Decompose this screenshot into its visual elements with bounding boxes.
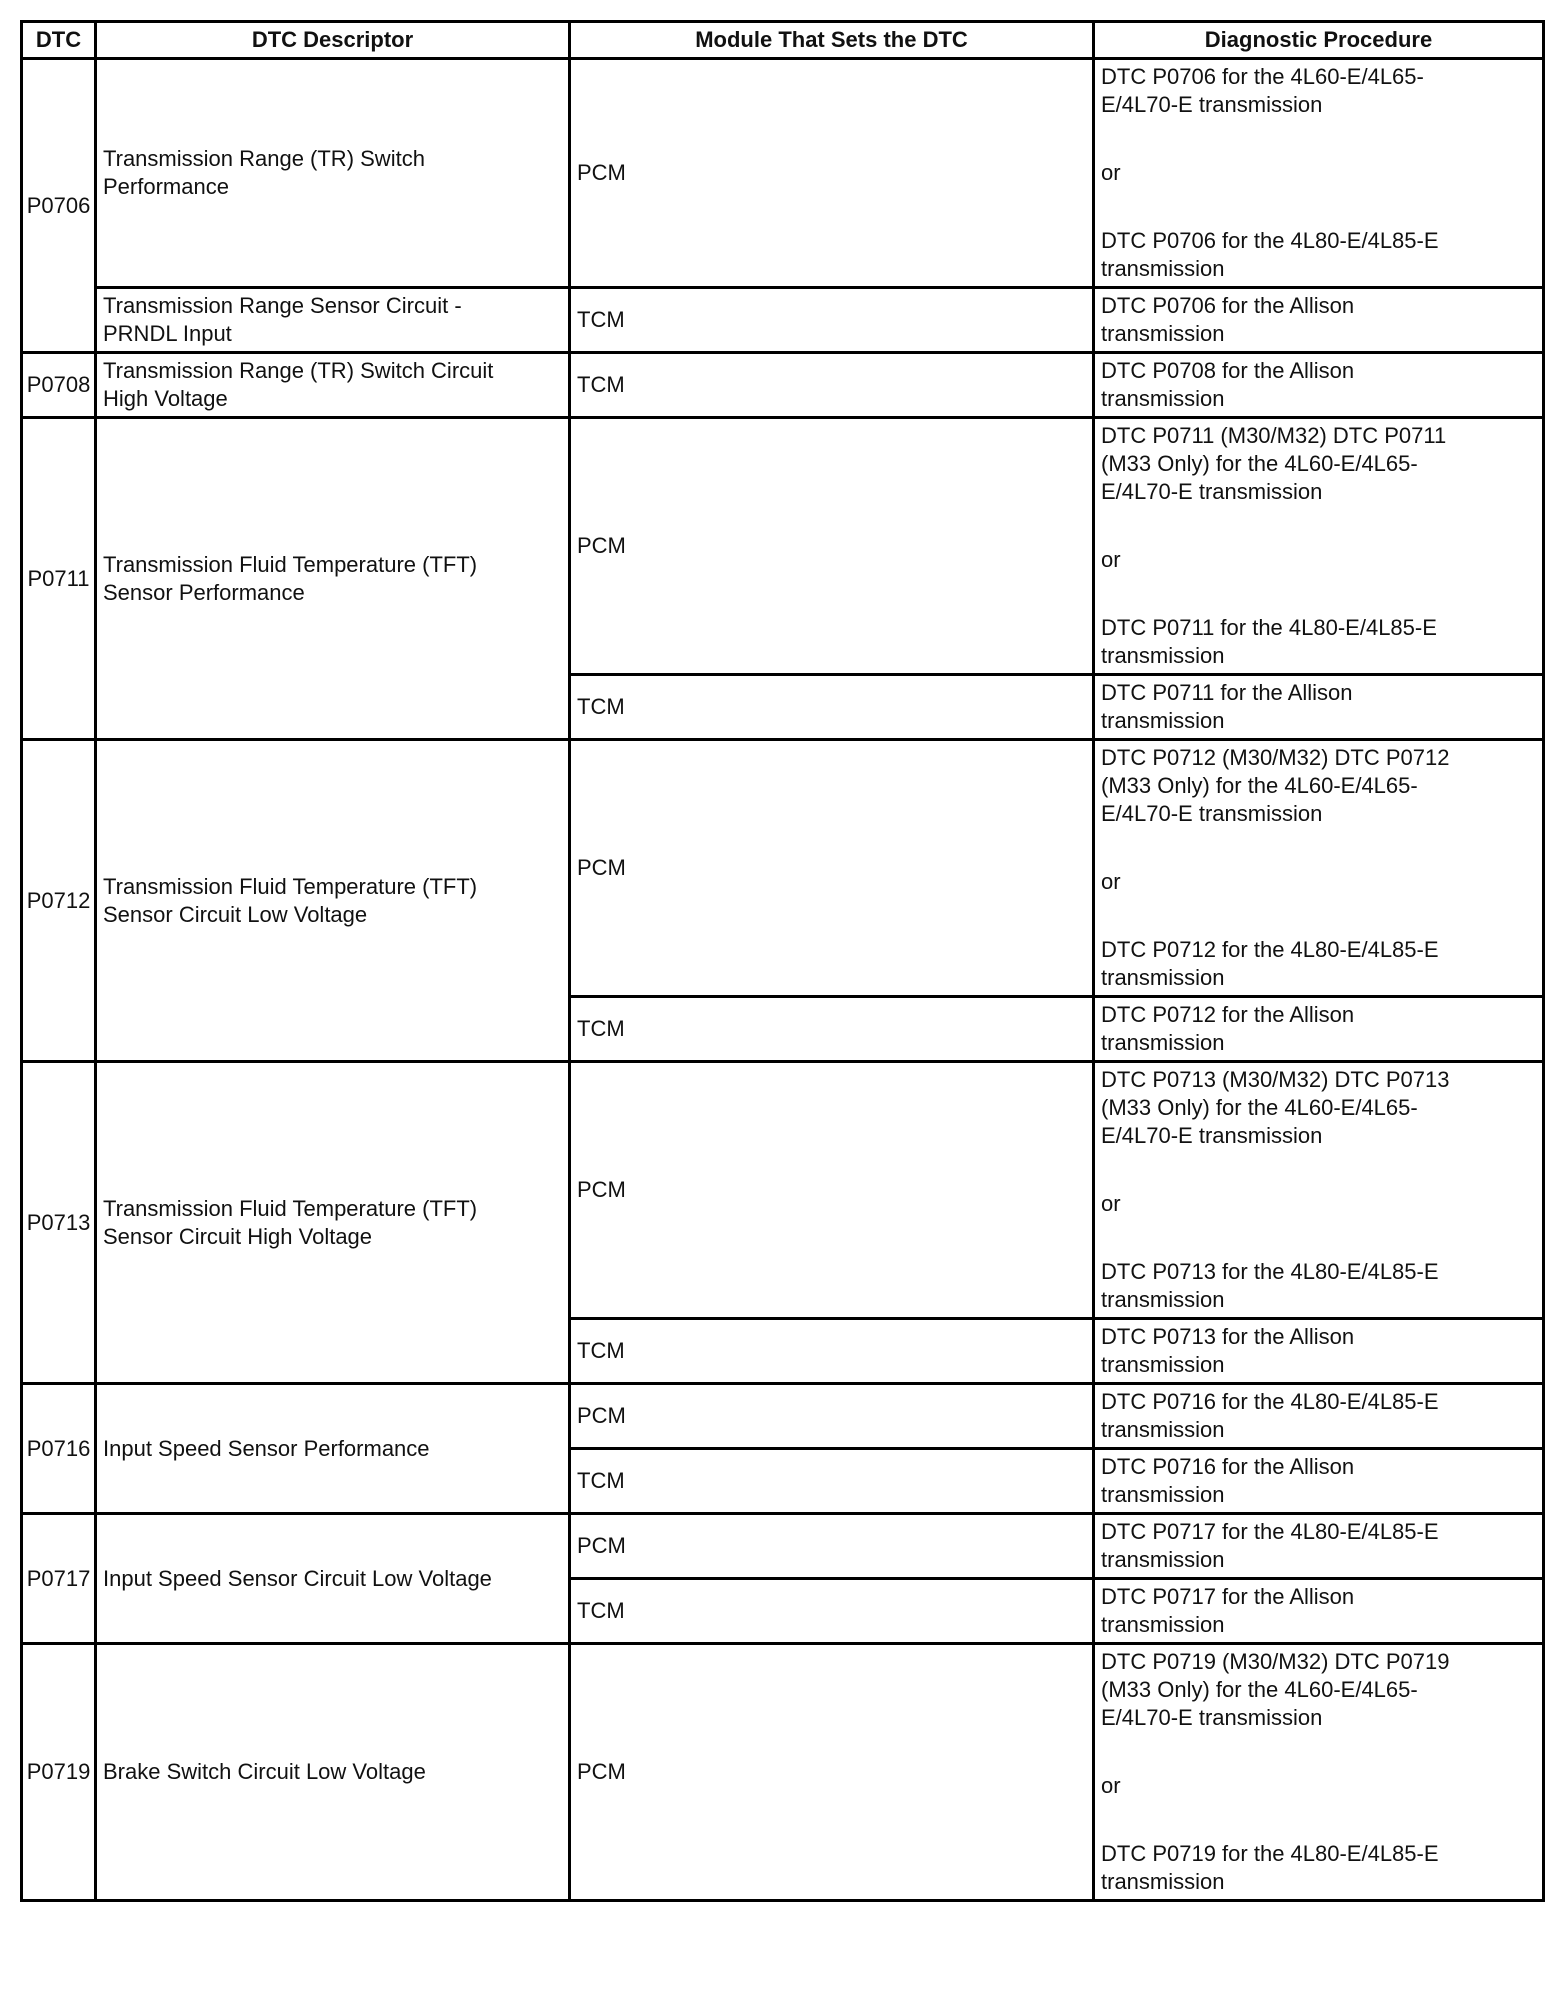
module-cell: PCM bbox=[570, 59, 1094, 288]
procedure-line: DTC P0719 (M30/M32) DTC P0719 bbox=[1101, 1649, 1450, 1674]
procedure-line: DTC P0713 for the Allison bbox=[1101, 1324, 1355, 1349]
procedure-line: or bbox=[1101, 869, 1121, 894]
text-line: Transmission Fluid Temperature (TFT) bbox=[103, 551, 478, 577]
procedure-line: transmission bbox=[1101, 1287, 1225, 1312]
header-descriptor: DTC Descriptor bbox=[96, 22, 570, 59]
procedure-line: DTC P0711 for the Allison bbox=[1101, 680, 1353, 705]
procedure-line: DTC P0712 for the Allison bbox=[1101, 1002, 1355, 1027]
dtc-table-body bbox=[22, 59, 1544, 1901]
table-row bbox=[22, 59, 1544, 288]
dtc-descriptor bbox=[96, 418, 570, 740]
procedure-line: DTC P0717 for the 4L80-E/4L85-E bbox=[1101, 1519, 1439, 1544]
header-module: Module That Sets the DTC bbox=[570, 22, 1094, 59]
text-line: Input Speed Sensor Circuit Low Voltage bbox=[103, 1565, 492, 1591]
procedure-line: or bbox=[1101, 1191, 1121, 1216]
procedure-line: transmission bbox=[1101, 1030, 1225, 1055]
paragraph-gap bbox=[1101, 828, 1536, 868]
module-cell: TCM bbox=[570, 675, 1094, 740]
dtc-table bbox=[20, 20, 1545, 1902]
procedure-line: E/4L70-E transmission bbox=[1101, 801, 1323, 826]
table-row bbox=[22, 288, 1544, 353]
dtc-descriptor bbox=[96, 353, 570, 418]
header-procedure: Diagnostic Procedure bbox=[1094, 22, 1544, 59]
module-cell: TCM bbox=[570, 353, 1094, 418]
text-line: PRNDL Input bbox=[103, 321, 232, 346]
module-cell: TCM bbox=[570, 1579, 1094, 1644]
module-cell: PCM bbox=[570, 418, 1094, 675]
dtc-code: P0706 bbox=[22, 59, 96, 353]
diagnostic-procedure bbox=[1094, 740, 1544, 997]
paragraph-gap bbox=[1101, 187, 1536, 227]
procedure-line: DTC P0713 for the 4L80-E/4L85-E bbox=[1101, 1259, 1439, 1284]
text-line: Sensor Circuit High Voltage bbox=[103, 1223, 373, 1249]
table-row bbox=[22, 1644, 1544, 1901]
module-cell: PCM bbox=[570, 1514, 1094, 1579]
dtc-code: P0711 bbox=[22, 418, 96, 740]
dtc-descriptor bbox=[96, 1384, 570, 1514]
text-line: Transmission Range (TR) Switch bbox=[103, 146, 425, 171]
table-row bbox=[22, 1062, 1544, 1319]
procedure-line: (M33 Only) for the 4L60-E/4L65- bbox=[1101, 773, 1418, 798]
procedure-line: DTC P0706 for the 4L80-E/4L85-E bbox=[1101, 228, 1439, 253]
procedure-line: transmission bbox=[1101, 1417, 1225, 1442]
text-line: Transmission Fluid Temperature (TFT) bbox=[103, 1195, 478, 1221]
procedure-line: DTC P0706 for the Allison bbox=[1101, 293, 1355, 318]
procedure-line: transmission bbox=[1101, 1352, 1225, 1377]
diagnostic-procedure bbox=[1094, 1449, 1544, 1514]
text-line: Transmission Range (TR) Switch Circuit bbox=[103, 358, 494, 383]
procedure-line: transmission bbox=[1101, 256, 1225, 281]
module-cell: TCM bbox=[570, 997, 1094, 1062]
paragraph-gap bbox=[1101, 1800, 1536, 1840]
procedure-line: E/4L70-E transmission bbox=[1101, 1705, 1323, 1730]
procedure-line: (M33 Only) for the 4L60-E/4L65- bbox=[1101, 451, 1418, 476]
procedure-line: (M33 Only) for the 4L60-E/4L65- bbox=[1101, 1677, 1418, 1702]
procedure-line: DTC P0712 for the 4L80-E/4L85-E bbox=[1101, 937, 1439, 962]
module-cell: PCM bbox=[570, 1062, 1094, 1319]
diagnostic-procedure bbox=[1094, 1062, 1544, 1319]
procedure-line: DTC P0711 for the 4L80-E/4L85-E bbox=[1101, 615, 1437, 640]
header-row bbox=[22, 22, 1544, 59]
procedure-line: E/4L70-E transmission bbox=[1101, 92, 1323, 117]
procedure-line: DTC P0712 (M30/M32) DTC P0712 bbox=[1101, 745, 1450, 770]
dtc-descriptor bbox=[96, 59, 570, 288]
text-line: Brake Switch Circuit Low Voltage bbox=[103, 1759, 426, 1784]
table-row bbox=[22, 740, 1544, 997]
diagnostic-procedure bbox=[1094, 675, 1544, 740]
diagnostic-procedure bbox=[1094, 418, 1544, 675]
paragraph-gap bbox=[1101, 1218, 1536, 1258]
module-cell: PCM bbox=[570, 740, 1094, 997]
diagnostic-procedure bbox=[1094, 1644, 1544, 1901]
procedure-line: transmission bbox=[1101, 1612, 1225, 1637]
procedure-line: transmission bbox=[1101, 1869, 1225, 1894]
diagnostic-procedure bbox=[1094, 997, 1544, 1062]
dtc-code: P0708 bbox=[22, 353, 96, 418]
dtc-code: P0716 bbox=[22, 1384, 96, 1514]
diagnostic-procedure bbox=[1094, 1384, 1544, 1449]
procedure-line: DTC P0719 for the 4L80-E/4L85-E bbox=[1101, 1841, 1439, 1866]
dtc-code: P0717 bbox=[22, 1514, 96, 1644]
text-line: Sensor Circuit Low Voltage bbox=[103, 901, 368, 927]
table-row bbox=[22, 353, 1544, 418]
table-row bbox=[22, 1514, 1544, 1579]
procedure-line: or bbox=[1101, 547, 1121, 572]
dtc-code: P0712 bbox=[22, 740, 96, 1062]
text-line: Transmission Range Sensor Circuit - bbox=[103, 293, 462, 318]
dtc-descriptor bbox=[96, 740, 570, 1062]
procedure-line: DTC P0717 for the Allison bbox=[1101, 1584, 1355, 1609]
procedure-line: transmission bbox=[1101, 643, 1225, 668]
procedure-line: transmission bbox=[1101, 321, 1225, 346]
dtc-descriptor bbox=[96, 1062, 570, 1384]
procedure-line: DTC P0716 for the 4L80-E/4L85-E bbox=[1101, 1389, 1439, 1414]
procedure-line: E/4L70-E transmission bbox=[1101, 1123, 1323, 1148]
procedure-line: transmission bbox=[1101, 708, 1225, 733]
paragraph-gap bbox=[1101, 1732, 1536, 1772]
procedure-line: or bbox=[1101, 1773, 1121, 1798]
diagnostic-procedure bbox=[1094, 1579, 1544, 1644]
table-row bbox=[22, 1384, 1544, 1449]
diagnostic-procedure bbox=[1094, 1514, 1544, 1579]
procedure-line: transmission bbox=[1101, 1547, 1225, 1572]
diagnostic-procedure bbox=[1094, 59, 1544, 288]
procedure-line: transmission bbox=[1101, 965, 1225, 990]
paragraph-gap bbox=[1101, 896, 1536, 936]
dtc-code: P0719 bbox=[22, 1644, 96, 1901]
procedure-line: transmission bbox=[1101, 386, 1225, 411]
paragraph-gap bbox=[1101, 506, 1536, 546]
procedure-line: DTC P0711 (M30/M32) DTC P0711 bbox=[1101, 423, 1447, 448]
dtc-descriptor bbox=[96, 1514, 570, 1644]
dtc-code: P0713 bbox=[22, 1062, 96, 1384]
procedure-line: DTC P0708 for the Allison bbox=[1101, 358, 1355, 383]
header-dtc: DTC bbox=[22, 22, 96, 59]
module-cell: TCM bbox=[570, 288, 1094, 353]
procedure-line: transmission bbox=[1101, 1482, 1225, 1507]
procedure-line: DTC P0713 (M30/M32) DTC P0713 bbox=[1101, 1067, 1450, 1092]
paragraph-gap bbox=[1101, 1150, 1536, 1190]
module-cell: PCM bbox=[570, 1644, 1094, 1901]
procedure-line: DTC P0706 for the 4L60-E/4L65- bbox=[1101, 64, 1424, 89]
diagnostic-procedure bbox=[1094, 1319, 1544, 1384]
dtc-descriptor bbox=[96, 288, 570, 353]
procedure-line: (M33 Only) for the 4L60-E/4L65- bbox=[1101, 1095, 1418, 1120]
module-cell: TCM bbox=[570, 1319, 1094, 1384]
table-row bbox=[22, 418, 1544, 675]
text-line: Input Speed Sensor Performance bbox=[103, 1435, 430, 1461]
procedure-line: or bbox=[1101, 160, 1121, 185]
diagnostic-procedure bbox=[1094, 353, 1544, 418]
procedure-line: DTC P0716 for the Allison bbox=[1101, 1454, 1355, 1479]
text-line: Performance bbox=[103, 174, 229, 199]
diagnostic-procedure bbox=[1094, 288, 1544, 353]
text-line: High Voltage bbox=[103, 386, 228, 411]
text-line: Sensor Performance bbox=[103, 579, 305, 605]
text-line: Transmission Fluid Temperature (TFT) bbox=[103, 873, 478, 899]
procedure-line: E/4L70-E transmission bbox=[1101, 479, 1323, 504]
paragraph-gap bbox=[1101, 119, 1536, 159]
dtc-descriptor bbox=[96, 1644, 570, 1901]
paragraph-gap bbox=[1101, 574, 1536, 614]
dtc-table-page bbox=[20, 20, 1545, 1902]
module-cell: PCM bbox=[570, 1384, 1094, 1449]
module-cell: TCM bbox=[570, 1449, 1094, 1514]
